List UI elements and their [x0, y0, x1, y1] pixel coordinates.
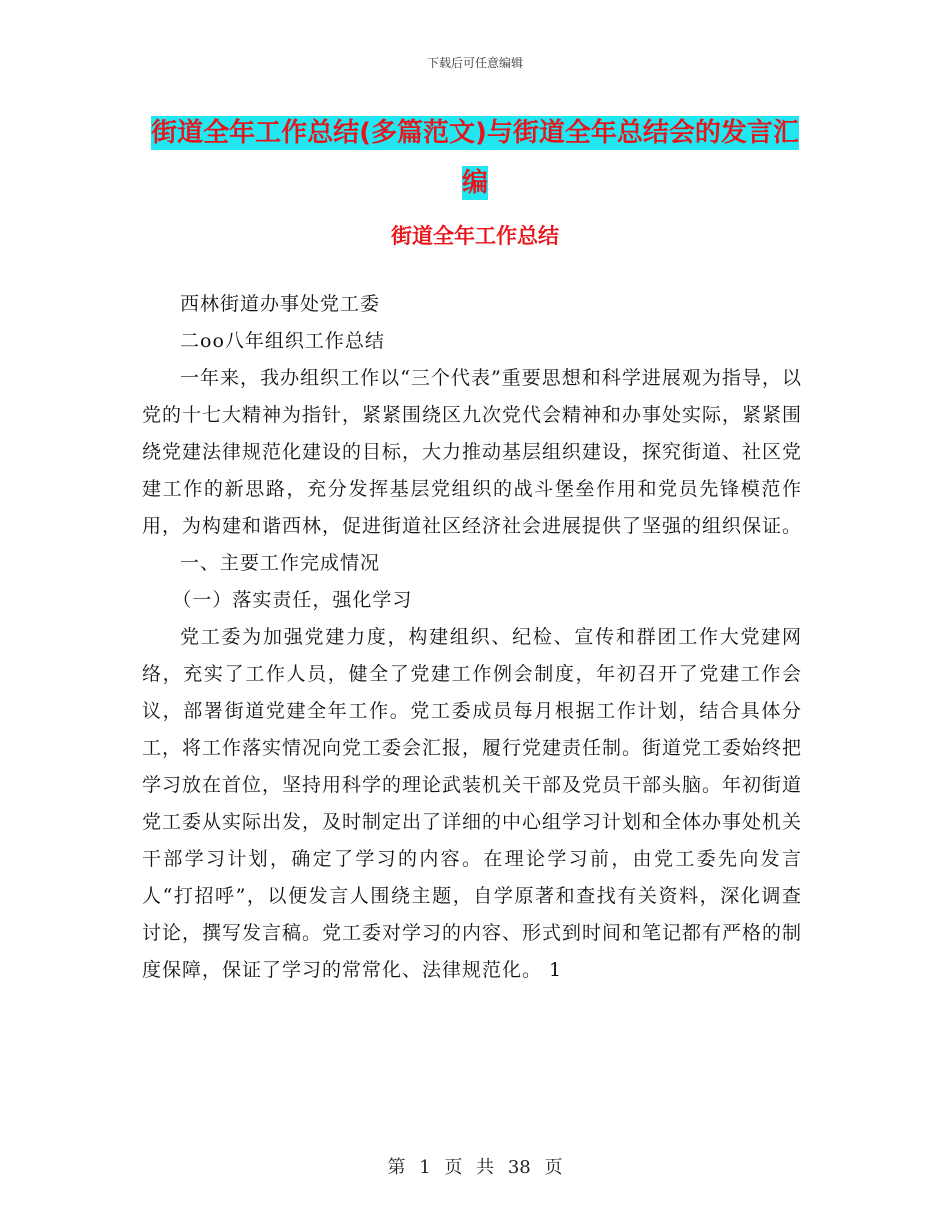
page-footer: 第 1 页 共 38 页 — [387, 1157, 563, 1178]
body-text — [142, 286, 802, 989]
paragraph-heading-1: 一、主要工作完成情况 — [180, 552, 381, 574]
document-title-text: 街道全年工作总结(多篇范文)与街道全年总结会的发言汇编 — [151, 118, 799, 198]
paragraph-report-title: 二oo八年组织工作总结 — [180, 330, 385, 352]
header-note: 下载后可任意编辑 — [426, 56, 523, 70]
paragraph-organization: 西林街道办事处党工委 — [180, 293, 381, 315]
document-title — [140, 108, 810, 208]
paragraph-heading-1-1: （一）落实责任，强化学习 — [172, 589, 413, 611]
paragraph-intro: 一年来，我办组织工作以“三个代表”重要思想和科学进展观为指导，以党的十七大精神为指针，紧紧围绕区九次党代会精神和办事处实际，紧紧围绕党建法律规范化建设的目标，大力推动基层组织建设，探究街道、社区党建工作的新思路，充分发挥基层党组织的战斗堡垒作用和党员先锋模范作用，为构建和谐西林，促进街道社区经济社会进展提供了坚强的组织保证。 — [142, 367, 803, 537]
paragraph-body: 党工委为加强党建力度，构建组织、纪检、宣传和群团工作大党建网络，充实了工作人员，健全了党建工作例会制度，年初召开了党建工作会议，部署街道党建全年工作。党工委成员每月根据工作计划，结合具体分工，将工作落实情况向党工委会汇报，履行党建责任制。街道党工委始终把学习放在首位，坚持用科学的理论武装机关干部及党员干部头脑。年初街道党工委从实际出发，及时制定出了详细的中心组学习计划和全体办事处机关干部学习计划，确定了学习的内容。在理论学习前，由党工委先向发言人“打招呼”，以便发言人围绕主题，自学原著和查找有关资料，深化调查讨论，撰写发言稿。党工委对学习的内容、形式到时间和笔记都有严格的制度保障，保证了学习的常常化、法律规范化。 1 — [142, 626, 803, 981]
section-title: 街道全年工作总结 — [391, 224, 559, 248]
